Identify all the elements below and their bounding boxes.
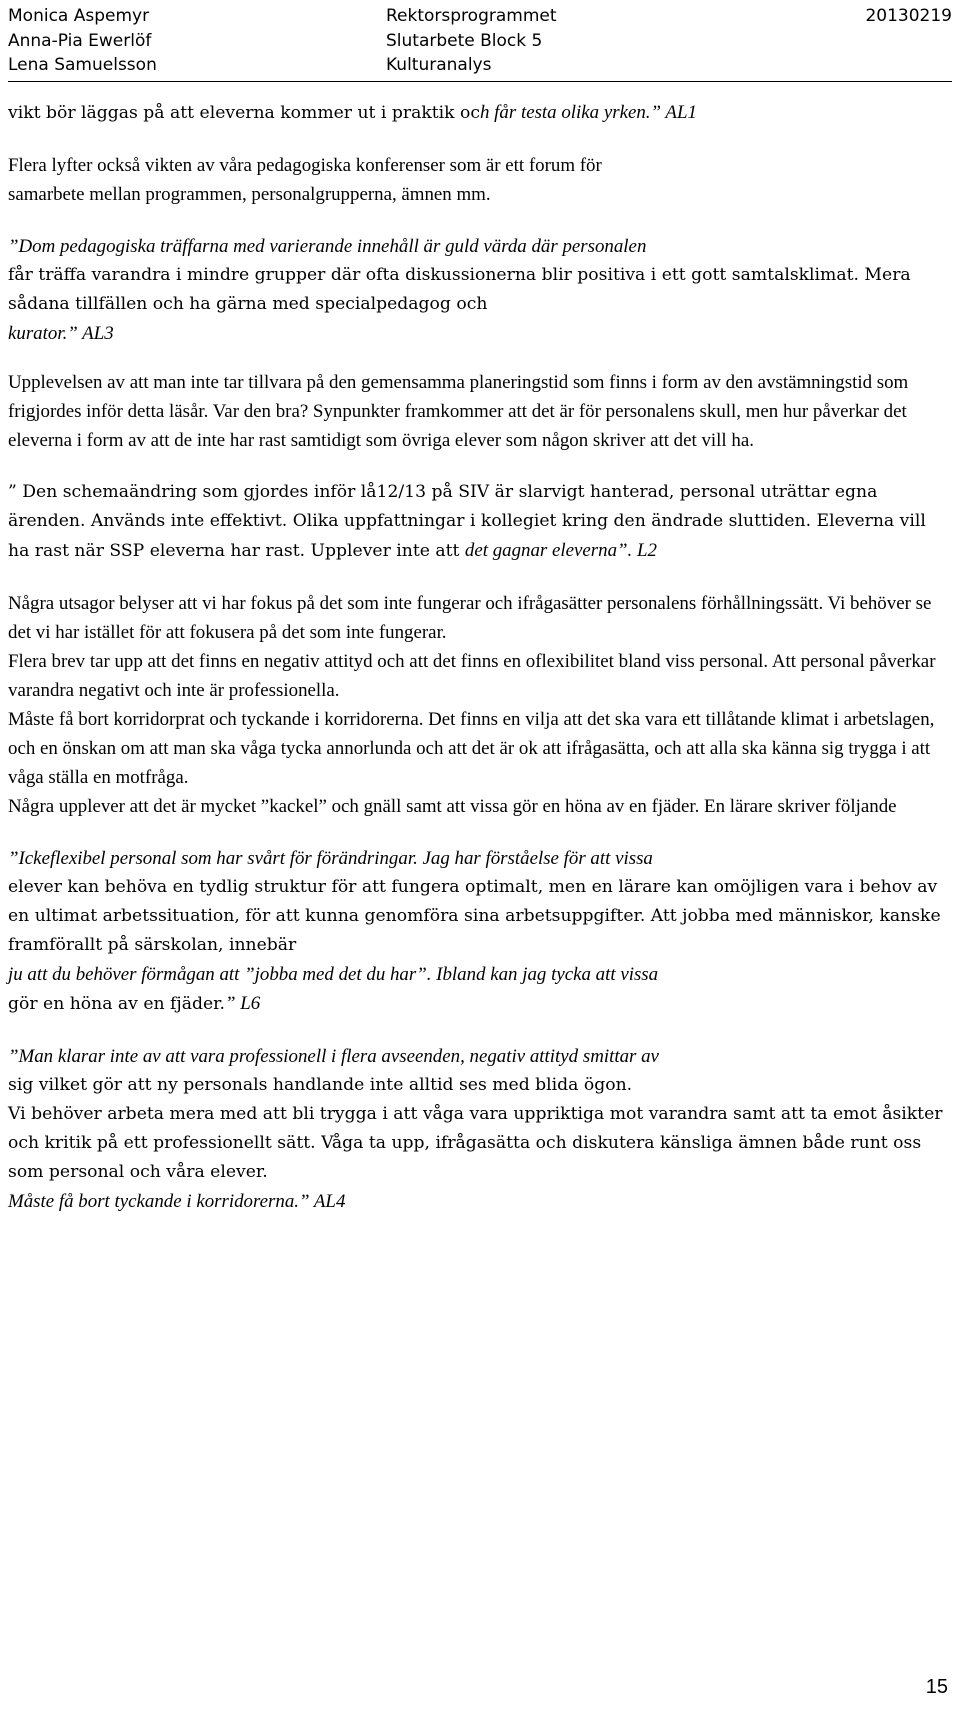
program-name: Rektorsprogrammet — [386, 6, 557, 26]
header-course — [386, 4, 557, 78]
paragraph-planning-time — [8, 368, 948, 455]
quote-text-italic: det gagnar eleverna”. L2 — [464, 540, 657, 561]
quote-text: elever kan behöva en tydlig struktur för att fungera optimalt, men en lärare kan omöjligen vara i behov av en ultimat arbetssituation, för att kunna genomföra sina arbetsuppgifter. Att jobba med människor, kanske framförallt på särskolan, innebär — [8, 877, 941, 955]
paragraph-attitudes — [8, 589, 948, 821]
quote-signature: ” L6 — [224, 993, 261, 1014]
assignment-name: Slutarbete Block 5 — [386, 30, 543, 51]
author-name: Lena Samuelsson — [8, 55, 157, 75]
paragraph-quote-al1 — [8, 98, 948, 128]
paragraph-quote-l2 — [8, 478, 948, 566]
quote-text-italic: ”Dom pedagogiska träffarna med varierande innehåll är guld värda där personalen — [8, 236, 647, 257]
author-name: Anna-Pia Ewerlöf — [8, 30, 152, 51]
header-divider — [8, 81, 952, 82]
quote-text: ” Den schemaändring som gjordes inför lå12/13 på SIV är slarvigt hanterad, personal uträttar egna ärenden. Används inte effektivt. Olika uppfattningar i kollegiet kring den ändrade sluttiden. Eleverna vill ha rast när SSP eleverna har rast. Upplever inte att — [8, 482, 926, 561]
quote-text: sig vilket gör att ny personals handlande inte alltid ses med blida ögon. — [8, 1075, 633, 1095]
quote-text: Vi behöver arbeta mera med att bli trygga i att våga vara uppriktiga mot varandra samt att ta emot åsikter och kritik på ett professionellt sätt. Våga ta upp, ifrågasätta och diskutera känsliga ämnen både runt oss som personal och våra elever. — [8, 1104, 943, 1182]
quote-text: gör en höna av en fjäder. — [8, 994, 225, 1014]
document-body — [8, 98, 948, 1216]
quote-text: vikt bör läggas på att eleverna kommer ut i praktik oc — [8, 103, 481, 123]
paragraph-text: Några utsagor belyser att vi har fokus på det som inte fungerar och ifrågasätter personalens förhållningssätt. Vi behöver se det vi har istället för att fokusera på det som inte fungerar. — [8, 593, 932, 643]
paragraph-text: Flera brev tar upp att det finns en negativ attityd och att det finns en oflexibilitet bland viss personal. Att personal påverkar varandra negativt och inte är professionella. — [8, 651, 936, 701]
paragraph-quote-al3 — [8, 232, 948, 348]
quote-text-italic: h får testa olika yrken.” AL1 — [480, 102, 697, 123]
paragraph-line: Flera lyfter också vikten av våra pedagogiska konferenser som är ett forum för — [8, 155, 602, 176]
page-header — [8, 4, 952, 80]
page-number: 15 — [925, 1676, 948, 1698]
document-date: 20130219 — [865, 6, 952, 26]
paragraph-conferences — [8, 151, 948, 209]
quote-text-italic: ”Man klarar inte av att vara professionell i flera avseenden, negativ attityd smittar av — [8, 1046, 659, 1067]
author-name: Monica Aspemyr — [8, 6, 150, 26]
paragraph-text: Några upplever att det är mycket ”kackel” och gnäll samt att vissa gör en höna av en fjäder. En lärare skriver följande — [8, 796, 897, 817]
paragraph-text: Måste få bort korridorprat och tyckande i korridorerna. Det finns en vilja att det ska vara ett tillåtande klimat i arbetslagen, och en önskan om att man ska våga tycka annorlunda och att det är ok att ifrågasätta, och att alla ska känna sig trygga i att våga ställa en motfråga. — [8, 709, 935, 788]
header-authors — [8, 4, 157, 78]
paragraph-text: Upplevelsen av att man inte tar tillvara på den gemensamma planeringstid som finns i form av den avstämningstid som frigjordes inför detta läsår. Var den bra? Synpunkter framkommer att det är för personalens skull, men hur påverkar det eleverna i form av att de inte har rast samtidigt som övriga elever som någon skriver att det vill ha. — [8, 372, 909, 451]
paragraph-line: samarbete mellan programmen, personalgrupperna, ämnen mm. — [8, 184, 491, 205]
paragraph-quote-al4 — [8, 1042, 948, 1216]
quote-text-italic: ju att du behöver förmågan att ”jobba med det du har”. Ibland kan jag tycka att vissa — [8, 964, 659, 985]
quote-signature: kurator.” AL3 — [8, 323, 114, 344]
paragraph-quote-l6 — [8, 844, 948, 1019]
quote-signature: Måste få bort tyckande i korridorerna.” AL4 — [8, 1191, 346, 1212]
quote-text-italic: ”Ickeflexibel personal som har svårt för förändringar. Jag har förståelse för att vissa — [8, 848, 653, 869]
section-name: Kulturanalys — [386, 55, 492, 75]
header-date — [865, 4, 952, 29]
quote-text: får träffa varandra i mindre grupper där ofta diskussionerna blir positiva i ett gott samtalsklimat. Mera sådana tillfällen och ha gärna med specialpedagog och — [8, 265, 911, 314]
